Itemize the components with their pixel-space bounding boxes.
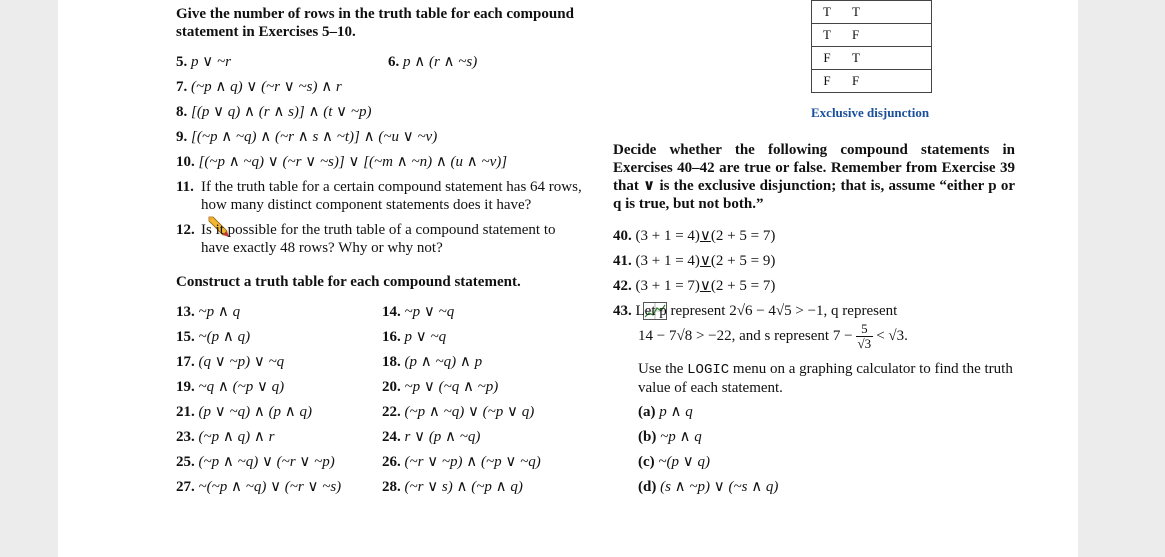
exercise-expression: (~p ∧ ~q) ∨ (~p ∨ q) [404, 404, 535, 420]
exercise-expression: r ∨ (p ∧ ~q) [404, 429, 481, 445]
fraction [856, 322, 874, 351]
exercise-17 [176, 353, 284, 371]
exercise-number: 9. [176, 129, 188, 145]
exercise-expression: ~p ∨ ~q [404, 304, 455, 320]
exercise-9 [176, 128, 437, 146]
exercise-number: 6. [388, 54, 400, 70]
exercise-expression: (~p ∧ q) ∧ r [198, 429, 275, 445]
exercise-23 [176, 428, 274, 446]
exercise-number: 25. [176, 454, 195, 470]
table-caption: Exclusive disjunction [811, 105, 930, 120]
exercise-expression: ~p ∧ q [198, 304, 241, 320]
exercise-number: 11. [176, 179, 194, 195]
part-expression: (s ∧ ~p) ∨ (~s ∧ q) [660, 479, 779, 495]
exercise-text: Is it possible for the truth table of a compound statement to have exactly 48 rows? Why or why not? [201, 222, 556, 256]
table-cell: T [842, 1, 932, 24]
exercise-40 [613, 227, 775, 245]
table-cell: F [812, 70, 843, 93]
exercise-number: 20. [382, 379, 401, 395]
exercise-21 [176, 403, 312, 421]
statement-a: (3 + 1 = 7) [635, 278, 700, 294]
exercise-number: 43. [613, 303, 632, 319]
exercise-number: 23. [176, 429, 195, 445]
part-a [638, 403, 693, 421]
exercise-43-instructions [638, 360, 1018, 397]
exercise-number: 10. [176, 154, 195, 170]
exercise-number: 42. [613, 278, 632, 294]
exercise-number: 21. [176, 404, 195, 420]
exercise-number: 26. [382, 454, 401, 470]
table-cell: F [842, 70, 932, 93]
exercise-text: 14 − 7√8 > −22, and s represent 7 − [638, 327, 853, 344]
table-row [812, 1, 932, 24]
exercise-18 [382, 353, 482, 371]
exercise-expression: (~p ∧ ~q) ∨ (~r ∨ ~p) [198, 454, 335, 470]
exercise-7 [176, 78, 342, 96]
exercise-expression: (~p ∧ q) ∨ (~r ∨ ~s) ∧ r [191, 79, 342, 95]
exercise-expression: [(p ∨ q) ∧ (r ∧ s)] ∧ (t ∨ ~p) [191, 104, 372, 120]
exercise-expression: ~p ∨ (~q ∧ ~p) [404, 379, 499, 395]
exercise-number: 40. [613, 228, 632, 244]
exercise-number: 28. [382, 479, 401, 495]
exercise-expression: (p ∧ ~q) ∧ p [404, 354, 483, 370]
exercise-expression: p ∧ (r ∧ ~s) [403, 54, 478, 70]
fraction-denominator: √3 [857, 336, 872, 351]
exercise-number: 16. [382, 329, 401, 345]
exercise-expression: ~q ∧ (~p ∨ q) [198, 379, 285, 395]
exercise-19 [176, 378, 284, 396]
part-c [638, 453, 710, 471]
exercise-12 [176, 221, 596, 257]
exercise-expression: (p ∨ ~q) ∧ (p ∧ q) [198, 404, 313, 420]
table-row [812, 24, 932, 47]
table-cell: F [812, 47, 843, 70]
exercise-15 [176, 328, 250, 346]
exercise-22 [382, 403, 534, 421]
exercise-text: Let p represent 2√6 − 4√5 > −1, q represent [635, 303, 898, 319]
statement-b: (2 + 5 = 7) [710, 278, 776, 294]
exercise-number: 13. [176, 304, 195, 320]
exercise-16 [382, 328, 446, 346]
part-expression: p ∧ q [659, 404, 693, 420]
table-cell: T [842, 47, 932, 70]
exercise-25 [176, 453, 335, 471]
textbook-page [58, 0, 1078, 557]
table-cell: T [812, 24, 843, 47]
exercise-8 [176, 103, 372, 121]
part-label: (a) [638, 404, 656, 420]
intro-heading: Give the number of rows in the truth table for each compound statement in Exercises 5–10. [176, 6, 574, 40]
exercise-number: 14. [382, 304, 401, 320]
exercise-text: < √3. [876, 327, 908, 344]
exercise-number: 12. [176, 222, 195, 238]
exercise-number: 17. [176, 354, 195, 370]
logic-menu-label: LOGIC [687, 362, 730, 378]
exercise-expression: [(~p ∧ ~q) ∧ (~r ∧ s ∧ ~t)] ∧ (~u ∨ ~v) [191, 129, 438, 145]
exercise-42 [613, 277, 775, 295]
exercise-20 [382, 378, 498, 396]
table-row [812, 70, 932, 93]
exercise-number: 15. [176, 329, 195, 345]
exercise-14 [382, 303, 454, 321]
exercise-number: 19. [176, 379, 195, 395]
exercise-41 [613, 252, 775, 270]
exercise-number: 18. [382, 354, 401, 370]
part-expression: ~(p ∨ q) [658, 454, 710, 470]
statement-a: (3 + 1 = 4) [635, 253, 700, 269]
instruction-text: Use the [638, 361, 688, 377]
xor-symbol: ∨ [699, 228, 711, 244]
exercise-43-line1 [613, 302, 897, 320]
exercise-expression: [(~p ∧ ~q) ∨ (~r ∨ ~s)] ∨ [(~m ∧ ~n) ∧ (u ∧ ~v)] [198, 154, 508, 170]
instruction-text: menu on a graphing calculator to find the truth value of each statement. [638, 361, 1013, 396]
exercise-expression: p ∨ ~r [191, 54, 231, 70]
exercise-43-line2 [638, 322, 908, 351]
exercise-number: 27. [176, 479, 195, 495]
table-row [812, 47, 932, 70]
exercise-expression: ~(p ∧ q) [198, 329, 251, 345]
exercise-13 [176, 303, 240, 321]
fraction-numerator: 5 [856, 322, 874, 337]
decide-heading: Decide whether the following compound statements in Exercises 40–42 are true or false. Remember from Exercise 39 that ∨ is the exclusive disjunction; that is, assume “either p or q is true, but not both.” [613, 142, 1015, 212]
part-label: (b) [638, 429, 657, 445]
exercise-26 [382, 453, 541, 471]
part-label: (c) [638, 454, 655, 470]
exercise-number: 5. [176, 54, 188, 70]
part-expression: ~p ∧ q [660, 429, 702, 445]
truth-table [811, 0, 932, 93]
table-cell: T [812, 1, 843, 24]
exercise-11 [176, 178, 596, 214]
statement-b: (2 + 5 = 9) [710, 253, 776, 269]
exercise-expression: ~(~p ∧ ~q) ∨ (~r ∨ ~s) [198, 479, 342, 495]
exercise-number: 8. [176, 104, 188, 120]
part-d [638, 478, 778, 496]
exercise-expression: (~r ∨ ~p) ∧ (~p ∨ ~q) [404, 454, 541, 470]
exercise-expression: (q ∨ ~p) ∨ ~q [198, 354, 285, 370]
table-cell: F [842, 24, 932, 47]
statement-a: (3 + 1 = 4) [635, 228, 700, 244]
xor-symbol: ∨ [699, 278, 711, 294]
exercise-5 [176, 53, 231, 71]
exercise-6 [388, 53, 477, 71]
exercise-text: If the truth table for a certain compound statement has 64 rows, how many distinct component statements does it have? [201, 179, 582, 213]
exercise-10 [176, 153, 507, 171]
exercise-number: 7. [176, 79, 188, 95]
exercise-number: 22. [382, 404, 401, 420]
exercise-27 [176, 478, 341, 496]
xor-symbol: ∨ [699, 253, 711, 269]
exercise-24 [382, 428, 480, 446]
construct-heading: Construct a truth table for each compound statement. [176, 274, 521, 290]
part-label: (d) [638, 479, 657, 495]
exercise-28 [382, 478, 523, 496]
exercise-number: 41. [613, 253, 632, 269]
part-b [638, 428, 702, 446]
exercise-number: 24. [382, 429, 401, 445]
statement-b: (2 + 5 = 7) [710, 228, 776, 244]
exercise-expression: p ∨ ~q [404, 329, 447, 345]
exercise-expression: (~r ∨ s) ∧ (~p ∧ q) [404, 479, 523, 495]
